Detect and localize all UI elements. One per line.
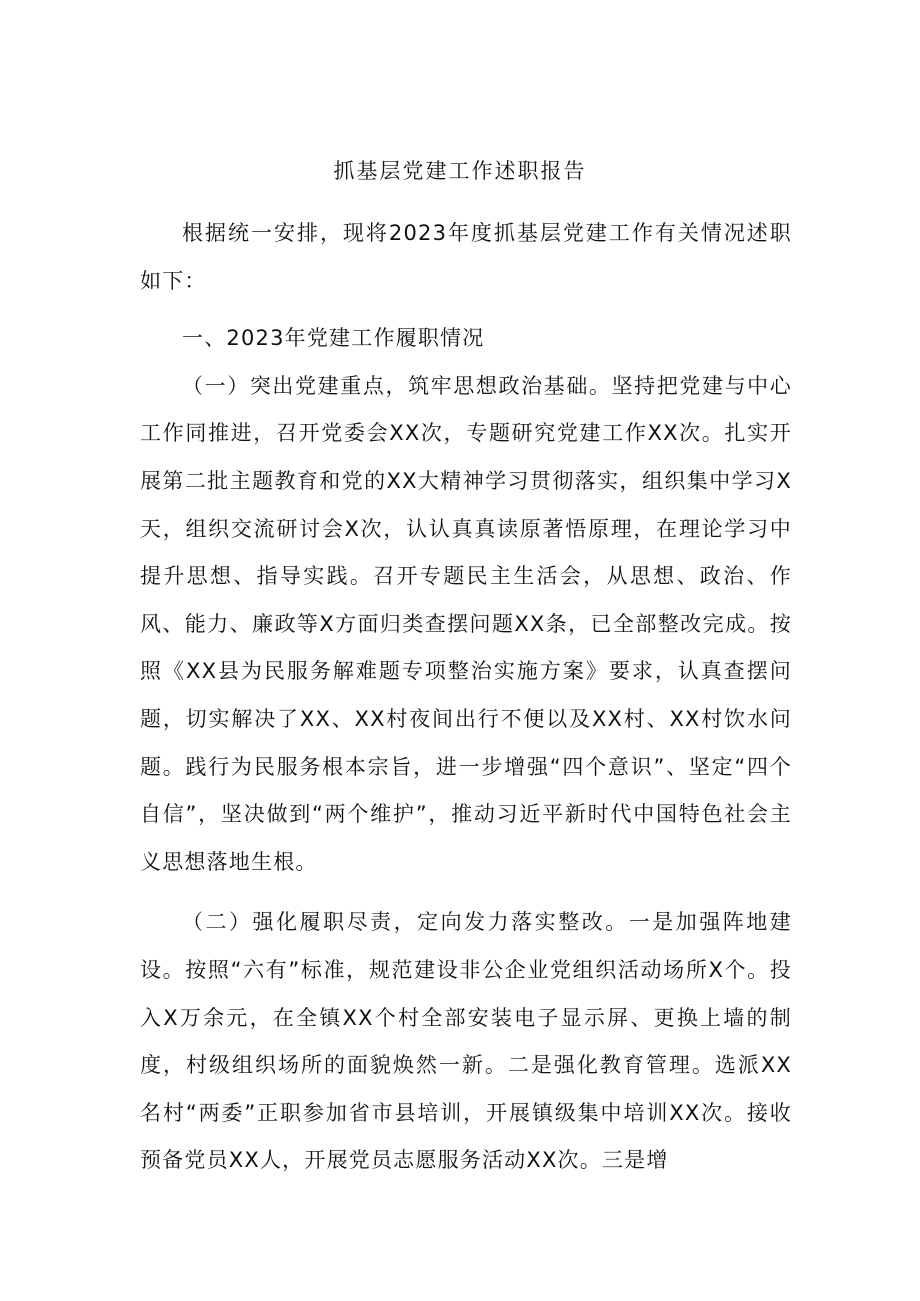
document-title: 抓基层党建工作述职报告 — [333, 159, 587, 183]
paragraph-political-foundation: （一）突出党建重点，筑牢思想政治基础。坚持把党建与中心工作同推进，召开党委会XX次，专题研究党建工作XX次。扎实开展第二批主题教育和党的XX大精神学习贯彻落实，组织集中学习X天，组织交流研讨会X次，认认真真读原著悟原理，在理论学习中提升思想、指导实践。召开专题民主生活会，从思想、政治、作风、能力、廉政等X方面归类查摆问题XX条，已全部整改完成。按照《XX县为民服务解难题专项整治实施方案》要求，认真查摆问题，切实解决了XX、XX村夜间出行不便以及XX村、XX村饮水问题。践行为民服务根本宗旨，进一步增强“四个意识”、坚定“四个自信”，坚决做到“两个维护”，推动习近平新时代中国特色社会主义思想落地生根。 — [140, 373, 792, 874]
document-body — [140, 210, 792, 1185]
paragraph-duty-fulfillment: （二）强化履职尽责，定向发力落实整改。一是加强阵地建设。按照“六有”标准，规范建设非公企业党组织活动场所X个。投入X万余元，在全镇XX个村全部安装电子显示屏、更换上墙的制度，村级组织场所的面貌焕然一新。二是强化教育管理。选派XX名村“两委”正职参加省市县培训，开展镇级集中培训XX次。接收预备党员XX人，开展党员志愿服务活动XX次。三是增 — [140, 910, 792, 1173]
section-heading-1: 一、2023年党建工作履职情况 — [182, 326, 485, 351]
intro-paragraph: 根据统一安排，现将2023年度抓基层党建工作有关情况述职如下： — [140, 221, 792, 293]
